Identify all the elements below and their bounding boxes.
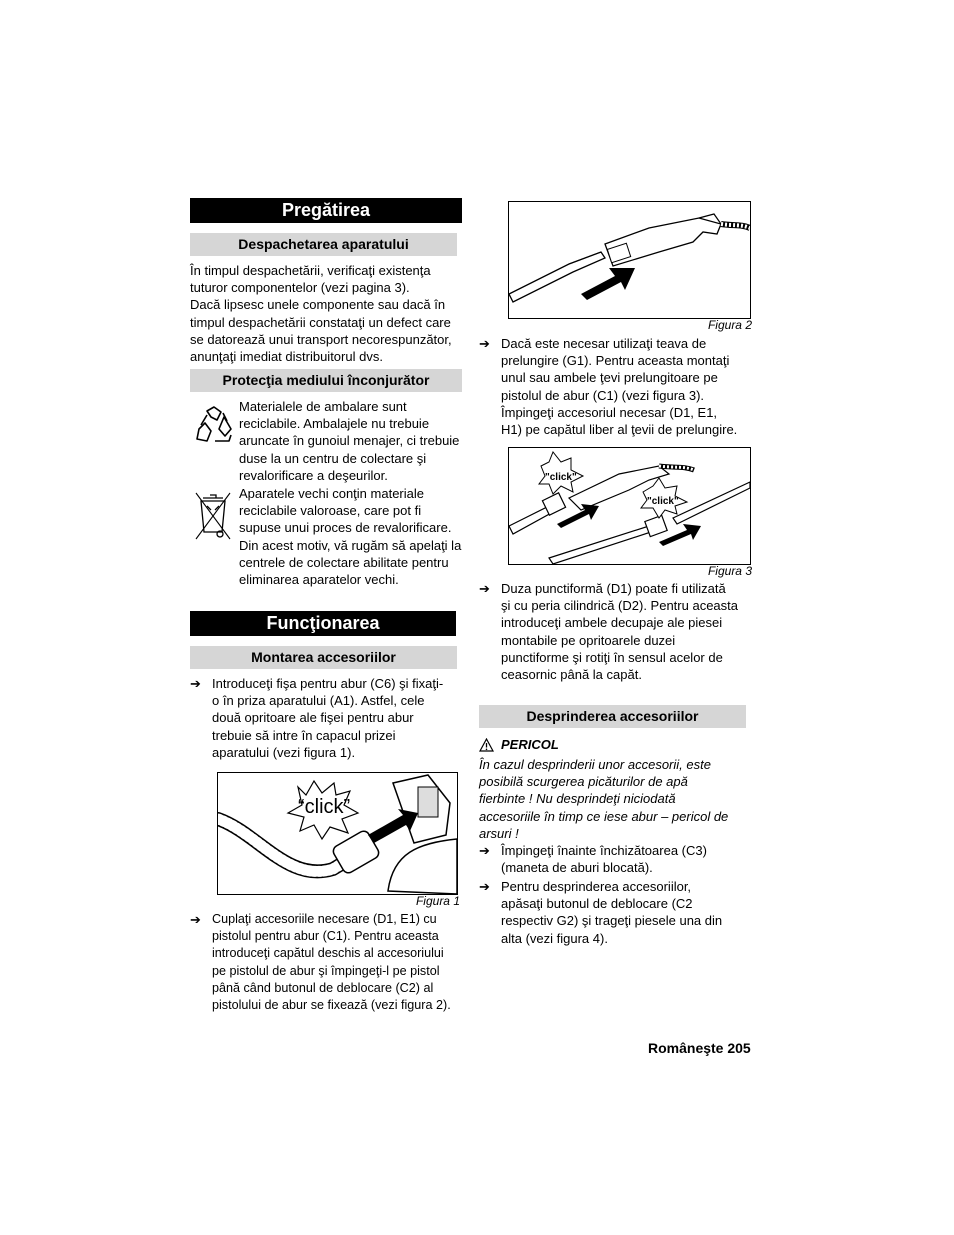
bullet-duza-punctiforma: ➔ Duza punctiformă (D1) poate fi utilizată şi cu peria cilindrică (D2). Pentru aceasta introduceţi ambele decupaje ale piesei montabile pe opritoarele duzei punctiforme şi rotiţi în sensul acelor de ceasornic până la capăt. [479,581,738,683]
subsection-montarea: Montarea accesoriilor [190,646,457,669]
arrow-right-icon: ➔ [479,336,490,351]
figure-2-caption: Figura 2 [707,318,752,332]
paragraph-despachetarea: În timpul despachetării, verificaţi existenţa tuturor componentelor (vezi pagina 3). Dacă lipsesc unele componente sau dacă în timpul despachetării constataţi un defect care se datorează unui transport necorespunzător, anunţaţi imediat distribuitorul dvs. [190,263,452,365]
warning-label: PERICOL [501,737,559,752]
warning-triangle-icon [479,738,494,752]
figure-2-illustration [509,202,750,318]
arrow-right-icon: ➔ [479,581,490,596]
figure-3 [508,447,751,565]
figure-1-caption: Figura 1 [415,894,460,908]
arrow-right-icon: ➔ [190,676,201,691]
subsection-desprinderea: Desprinderea accesoriilor [479,705,746,728]
figure-3-click-label-1: "click" [545,472,577,483]
paragraph-ambalaj: Materialele de ambalare sunt reciclabile. Ambalajele nu trebuie aruncate în gunoiul menajer, ci trebuie duse la un centru de colectare şi revalorificare a deşeurilor. [239,399,460,483]
crossed-bin-icon [193,490,233,542]
bullet-fisa-abur: ➔ Introduceţi fişa pentru abur (C6) şi fixaţi- o în priza aparatului (A1). Astfel, cele două opritoare ale fişei pentru abur trebuie să intre în capacul prizei aparatului (vezi figura 1). [190,676,444,760]
arrow-right-icon: ➔ [190,912,201,927]
figure-1-click-label: “click” [298,796,351,818]
recycle-icon [191,403,237,449]
bullet-impingeti: ➔ Împingeţi înainte închizătoarea (C3) (maneta de aburi blocată). [479,843,707,876]
paragraph-aparate-vechi: Aparatele vechi conţin materiale reciclabile valoroase, care pot fi supuse unui proces de revalorificare. Din acest motiv, vă rugăm să apelaţi la centrele de colectare abilitate pentru eliminarea aparatelor vechi. [239,486,462,588]
bullet-desprindere: ➔ Pentru desprinderea accesoriilor, apăsaţi butonul de deblocare (C2 respectiv G2) şi trageţi piesele una din alta (vezi figura 4). [479,879,723,946]
subsection-despachetarea: Despachetarea aparatului [190,233,457,256]
subsection-protectia: Protecţia mediului înconjurător [190,369,462,392]
warning-text: În cazul desprinderii unor accesorii, este posibilă scurgerea picăturilor de apă fierbinte ! Nu desprindeţi niciodată accesoriile în timp ce iese abur – pericol de arsuri ! [479,757,729,841]
bullet-teava-prelungire: ➔ Dacă este necesar utilizaţi teava de prelungire (G1). Pentru aceasta montaţi unul sau ambele ţevi prelungitoare pe pistolul de abur (C1) (vezi figura 3). Împingeţi accesoriul necesar (D1, E1, H1) pe capătul liber al ţevii de prelungire. [479,336,738,438]
figure-3-caption: Figura 3 [707,564,752,578]
figure-3-illustration [509,448,750,564]
arrow-right-icon: ➔ [479,879,490,894]
figure-2 [508,201,751,319]
section-title-functionarea: Funcţionarea [190,611,456,636]
page-footer: Româneşte 205 [648,1040,751,1056]
section-title-pregatirea: Pregătirea [190,198,462,223]
figure-1 [217,772,458,895]
figure-1-illustration [218,773,457,894]
arrow-right-icon: ➔ [479,843,490,858]
bullet-cuplati: ➔ Cuplaţi accesoriile necesare (D1, E1) cu pistolul pentru abur (C1). Pentru aceasta introduceţi capătul deschis al accesoriului pe pistolul de abur şi împingeţi-l pe pistol până când butonul de deblocare (C2) al pistolului de abur se fixează (vezi figura 2). [190,912,451,1013]
figure-3-click-label-2: "click" [647,496,679,507]
